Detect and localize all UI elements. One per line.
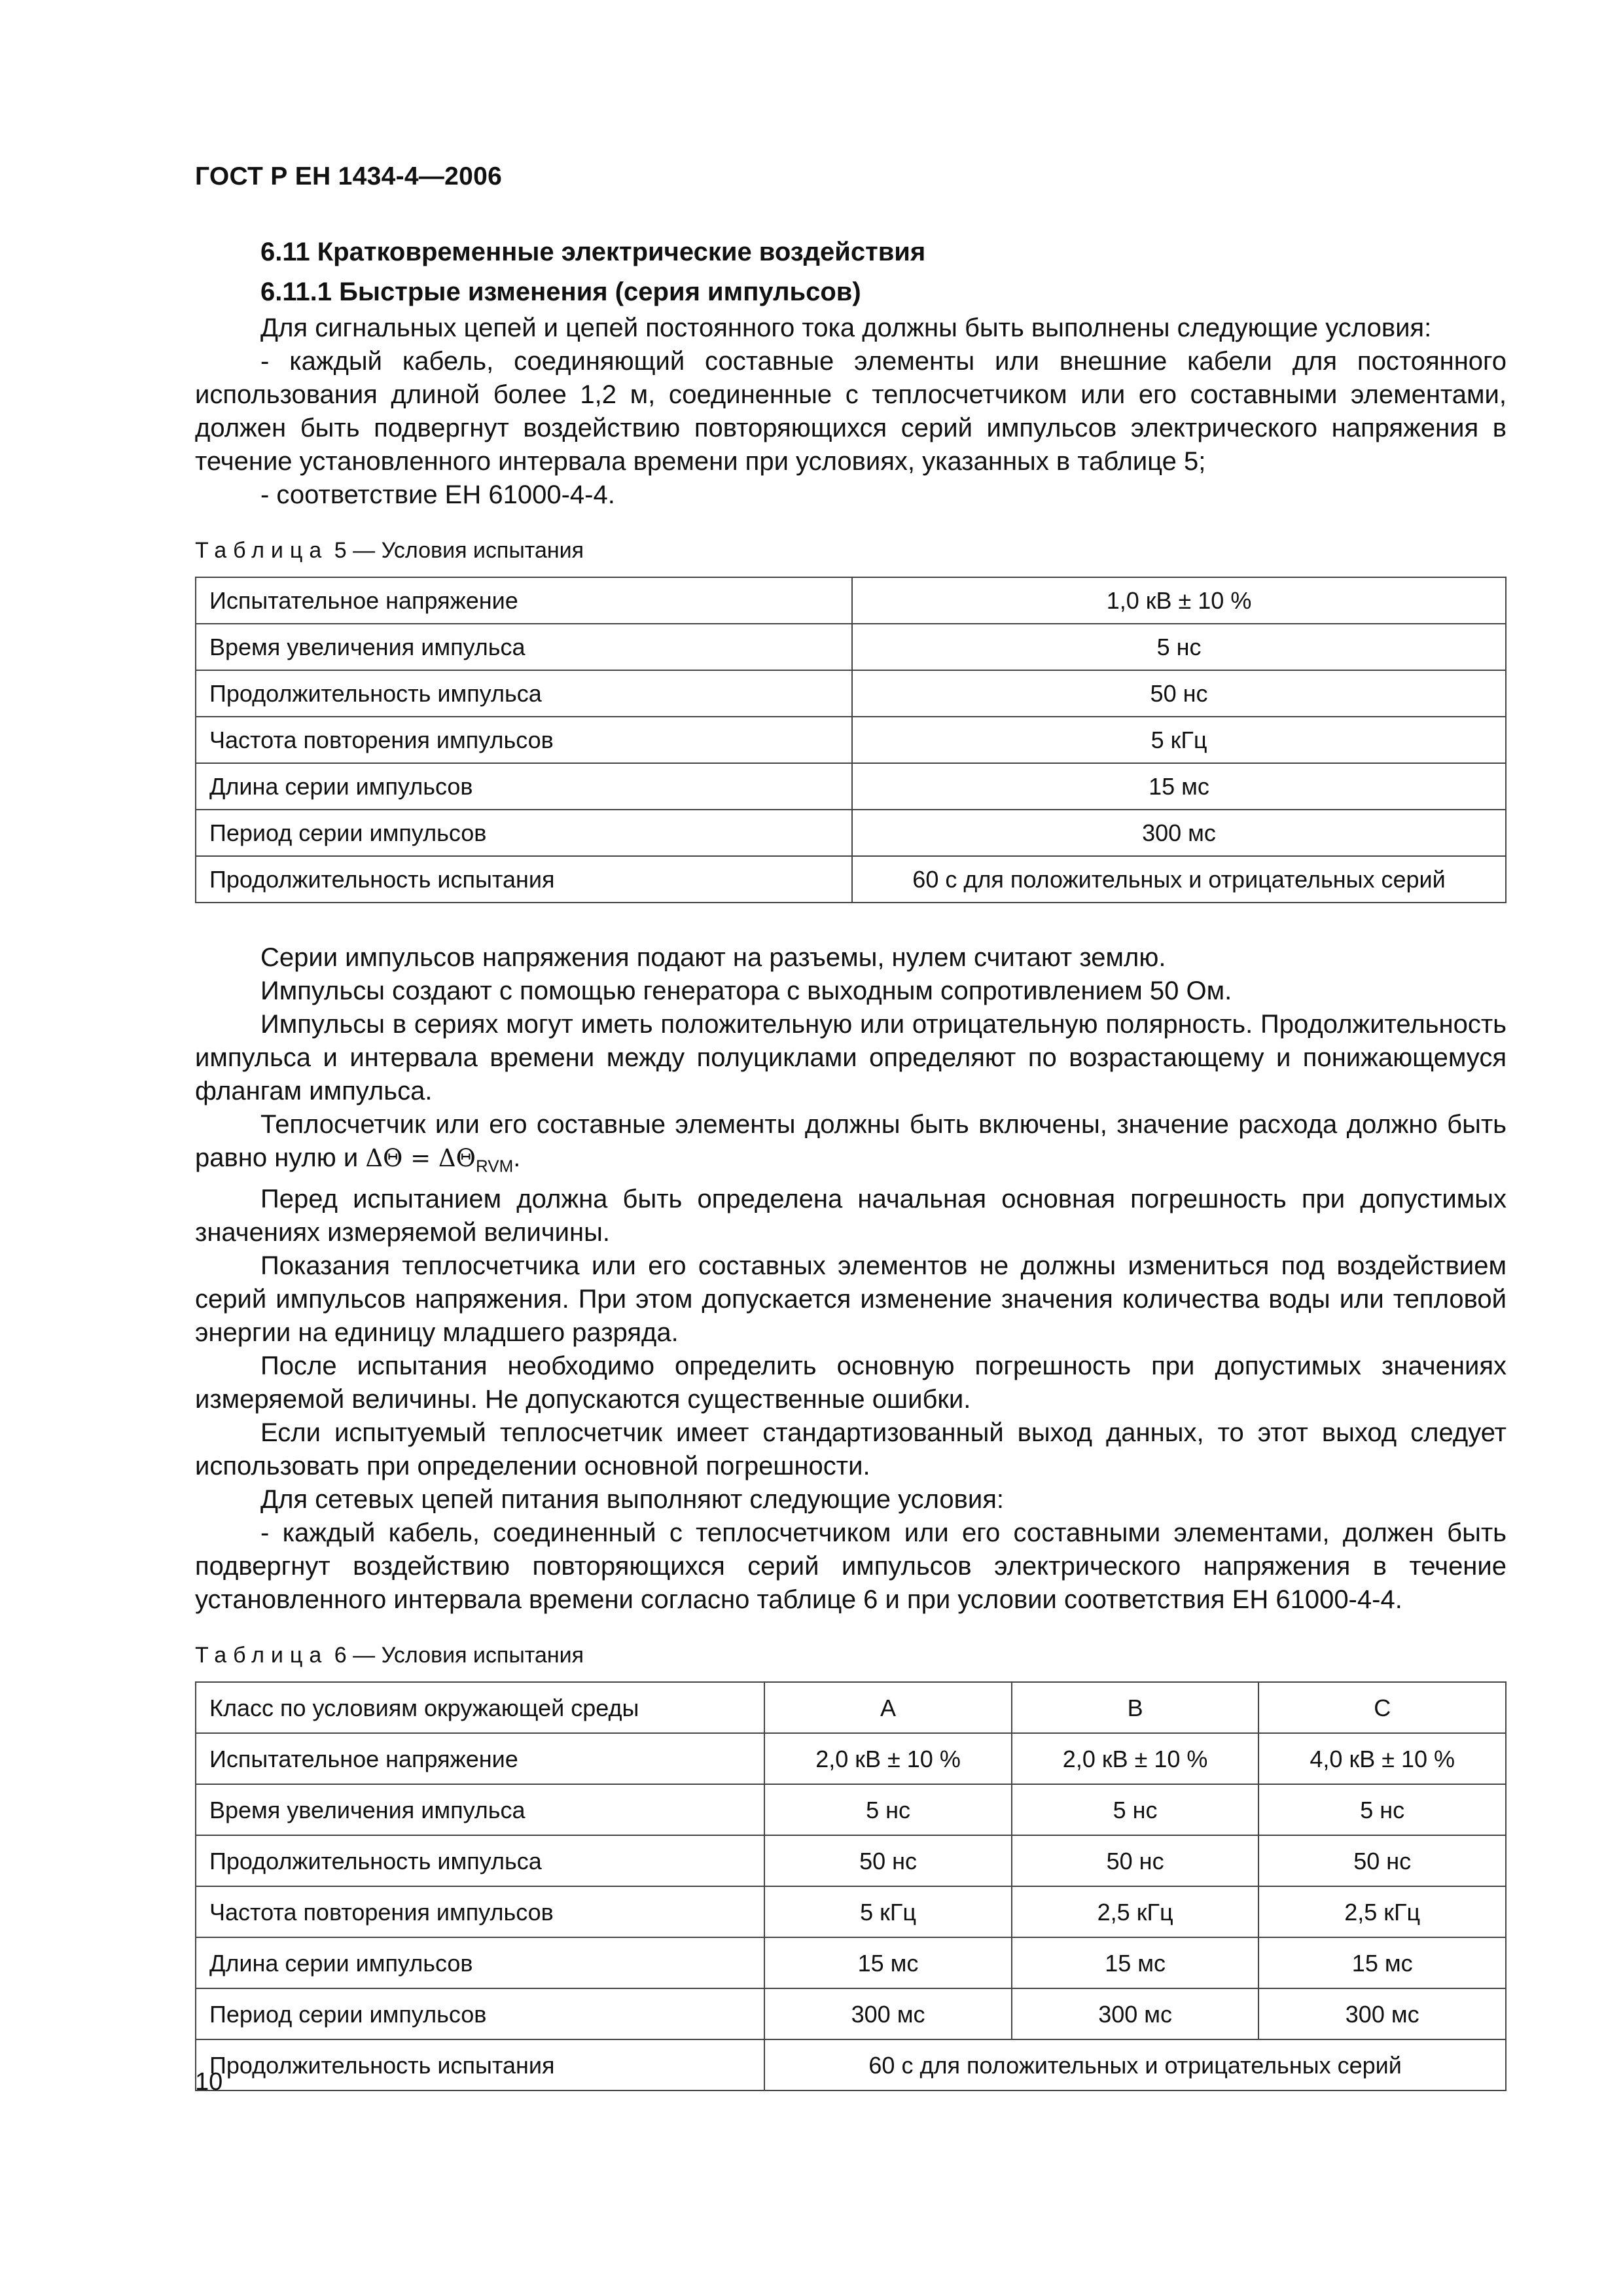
table-cell-b: 2,5 кГц: [1012, 1886, 1259, 1937]
table-caption-text: 6 — Условия испытания: [334, 1643, 584, 1668]
table-5-caption: [195, 534, 1507, 567]
formula-main: ΔΘ = ΔΘ: [365, 1144, 476, 1172]
table-cell-value: 50 нс: [852, 670, 1506, 717]
paragraph: Перед испытанием должна быть определена начальная основная погрешность при допустимых значениях измеряемой величины.: [195, 1185, 1507, 1247]
table-cell-value: 15 мс: [852, 763, 1506, 810]
table-row: [196, 670, 1506, 717]
table-cell-param: Длина серии импульсов: [196, 1937, 764, 1988]
paragraph: - каждый кабель, соединенный с теплосчетчиком или его составными элементами, должен быть подвергнут воздействию повторяющихся серий импульсов электрического напряжения в течение установленного интервала времени согласно таблице 6 и при условии соответствия ЕН 61000-4-4.: [195, 1518, 1507, 1615]
table-cell-value: 5 нс: [852, 624, 1506, 670]
paragraph: Серии импульсов напряжения подают на разъемы, нулем считают землю.: [260, 943, 1166, 972]
table-row: [196, 810, 1506, 856]
table-header-class-b: B: [1012, 1682, 1259, 1733]
table-cell-param: Продолжительность испытания: [196, 2039, 764, 2090]
table-cell-value: 60 с для положительных и отрицательных серий: [852, 856, 1506, 903]
table-cell-a: 50 нс: [764, 1835, 1012, 1886]
table-row: [196, 577, 1506, 624]
table-cell-param: Испытательное напряжение: [196, 1733, 764, 1784]
table-cell-param: Время увеличения импульса: [196, 1784, 764, 1835]
table-cell-c: 4,0 кВ ± 10 %: [1258, 1733, 1506, 1784]
table-cell-c: 5 нс: [1258, 1784, 1506, 1835]
table-cell-b: 15 мс: [1012, 1937, 1259, 1988]
table-row: [196, 1733, 1506, 1784]
table-row: [196, 856, 1506, 903]
paragraph: После испытания необходимо определить основную погрешность при допустимых значениях измеряемой величины. Не допускаются существенные ошибки.: [195, 1352, 1507, 1414]
table-cell-param: Частота повторения импульсов: [196, 717, 852, 763]
table-cell-param: Период серии импульсов: [196, 1988, 764, 2039]
paragraph-text: Теплосчетчик или его составные элементы должны быть включены, значение расхода должно быть равно нулю и: [195, 1110, 1507, 1172]
table-caption-word: Таблица: [195, 538, 329, 563]
table-cell-b: 300 мс: [1012, 1988, 1259, 2039]
table-cell-a: 5 нс: [764, 1784, 1012, 1835]
table-5: [195, 577, 1507, 903]
table-caption-text: 5 — Условия испытания: [334, 538, 584, 563]
paragraph: Импульсы создают с помощью генератора с выходным сопротивлением 50 Ом.: [260, 977, 1232, 1005]
table-row: [196, 1784, 1506, 1835]
paragraph: Импульсы в сериях могут иметь положительную или отрицательную полярность. Продолжительность импульса и интервала времени между полуциклами определяют по возрастающему и понижающемуся флангам импульса.: [195, 1010, 1507, 1105]
table-cell-a: 2,0 кВ ± 10 %: [764, 1733, 1012, 1784]
paragraph: Если испытуемый теплосчетчик имеет стандартизованный выход данных, то этот выход следует использовать при определении основной погрешности.: [195, 1418, 1507, 1481]
table-row: [196, 624, 1506, 670]
table-row: [196, 1835, 1506, 1886]
table-cell-b: 5 нс: [1012, 1784, 1259, 1835]
table-cell-a: 300 мс: [764, 1988, 1012, 2039]
table-cell-b: 2,0 кВ ± 10 %: [1012, 1733, 1259, 1784]
table-cell-param: Продолжительность импульса: [196, 670, 852, 717]
paragraph: - соответствие ЕН 61000-4-4.: [260, 480, 615, 509]
table-cell-merged-value: 60 с для положительных и отрицательных серий: [764, 2039, 1506, 2090]
table-cell-c: 50 нс: [1258, 1835, 1506, 1886]
table-row: [196, 2039, 1506, 2090]
subsection-title: 6.11.1 Быстрые изменения (серия импульсов): [260, 278, 861, 306]
section-title: 6.11 Кратковременные электрические воздействия: [260, 238, 926, 266]
table-cell-param: Испытательное напряжение: [196, 577, 852, 624]
table-caption-word: Таблица: [195, 1643, 329, 1668]
table-row: [196, 717, 1506, 763]
table-header-class-a: A: [764, 1682, 1012, 1733]
table-cell-a: 5 кГц: [764, 1886, 1012, 1937]
table-cell-a: 15 мс: [764, 1937, 1012, 1988]
table-6: [195, 1681, 1507, 2091]
paragraph: Для сетевых цепей питания выполняют следующие условия:: [260, 1485, 1005, 1515]
table-row: [196, 1988, 1506, 2039]
table-cell-value: 300 мс: [852, 810, 1506, 856]
paragraph-end: .: [513, 1143, 521, 1172]
table-header-row: [196, 1682, 1506, 1733]
page-content: [195, 236, 1507, 2091]
table-cell-value: 1,0 кВ ± 10 %: [852, 577, 1506, 624]
paragraph: - каждый кабель, соединяющий составные элементы или внешние кабели для постоянного использования длиной более 1,2 м, соединенные с теплосчетчиком или его составными элементами, должен быть подвергнут воздействию повторяющихся серий импульсов электрического напряжения в течение установленного интервала времени при условиях, указанных в таблице 5;: [195, 347, 1507, 476]
table-cell-param: Продолжительность испытания: [196, 856, 852, 903]
table-cell-param: Частота повторения импульсов: [196, 1886, 764, 1937]
table-6-caption: [195, 1639, 1507, 1672]
table-header-param: Класс по условиям окружающей среды: [196, 1682, 764, 1733]
table-cell-b: 50 нс: [1012, 1835, 1259, 1886]
table-cell-c: 2,5 кГц: [1258, 1886, 1506, 1937]
table-header-class-c: C: [1258, 1682, 1506, 1733]
table-cell-value: 5 кГц: [852, 717, 1506, 763]
table-cell-c: 15 мс: [1258, 1937, 1506, 1988]
table-cell-param: Период серии импульсов: [196, 810, 852, 856]
paragraph-with-formula: [195, 1108, 1507, 1183]
body-text: [195, 941, 1507, 1617]
table-row: [196, 1937, 1506, 1988]
document-header: ГОСТ Р ЕН 1434-4—2006: [195, 162, 503, 190]
formula: [365, 1144, 514, 1176]
table-cell-c: 300 мс: [1258, 1988, 1506, 2039]
table-row: [196, 763, 1506, 810]
paragraph: Показания теплосчетчика или его составных элементов не должны измениться под воздействием серий импульсов напряжения. При этом допускается изменение значения количества воды или тепловой энергии на единицу младшего разряда.: [195, 1251, 1507, 1348]
table-cell-param: Длина серии импульсов: [196, 763, 852, 810]
table-cell-param: Время увеличения импульса: [196, 624, 852, 670]
table-cell-param: Продолжительность импульса: [196, 1835, 764, 1886]
table-row: [196, 1886, 1506, 1937]
page-number: 10: [195, 2068, 223, 2096]
paragraph: Для сигнальных цепей и цепей постоянного тока должны быть выполнены следующие условия:: [260, 314, 1432, 342]
formula-subscript: RVM: [475, 1156, 514, 1176]
